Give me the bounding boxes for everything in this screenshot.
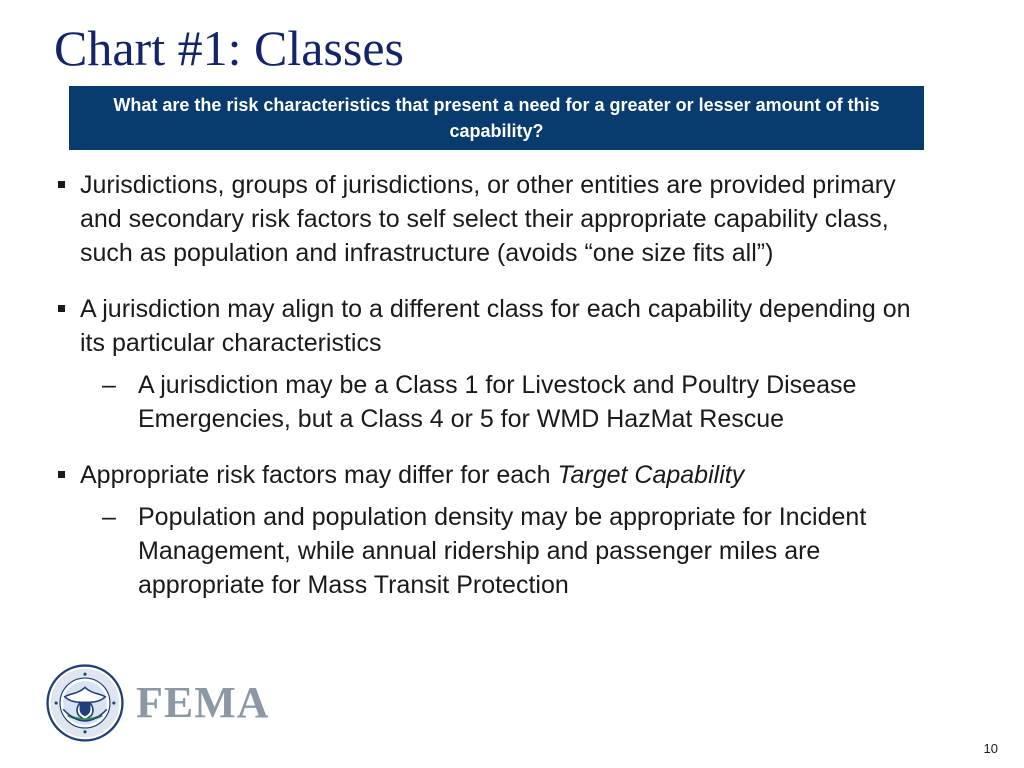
sub-bullet-item-3 <box>54 500 934 602</box>
question-text: What are the risk characteristics that present a need for a greater or lesser amount of this capability? <box>113 95 880 141</box>
square-bullet-icon <box>58 305 65 312</box>
dash-icon: – <box>102 503 116 531</box>
page-number: 10 <box>983 741 998 756</box>
bullet-text: Appropriate risk factors may differ for each <box>80 461 558 489</box>
bullet-item-3 <box>54 458 934 492</box>
slide-title: Chart #1: Classes <box>54 20 404 76</box>
bullet-item-2 <box>54 292 934 360</box>
sub-bullet-text: Population and population density may be appropriate for Incident Management, while annual ridership and passenger miles are appropriate for Mass Transit Protection <box>138 503 867 599</box>
dhs-seal-icon <box>46 664 124 742</box>
bullet-text-wrap <box>80 458 934 492</box>
bullet-text: A jurisdiction may align to a different class for each capability depending on its particular characteristics <box>80 295 911 357</box>
sub-bullet-item-2 <box>54 368 934 436</box>
square-bullet-icon <box>58 181 65 188</box>
dash-icon: – <box>102 371 116 399</box>
square-bullet-icon <box>58 471 65 478</box>
question-banner <box>69 86 924 150</box>
sub-bullet-text: A jurisdiction may be a Class 1 for Livestock and Poultry Disease Emergencies, but a Class 4 or 5 for WMD HazMat Rescue <box>138 371 857 433</box>
bullet-item-1 <box>54 168 934 270</box>
fema-logo: FEMA <box>136 678 270 727</box>
bullet-list <box>54 168 934 602</box>
footer-logo <box>46 664 270 742</box>
bullet-text: Jurisdictions, groups of jurisdictions, or other entities are provided primary and secondary risk factors to self select their appropriate capability class, such as population and infrastructure (avoids “one size fits all”) <box>80 171 896 267</box>
bullet-emphasis: Target Capability <box>557 461 745 489</box>
